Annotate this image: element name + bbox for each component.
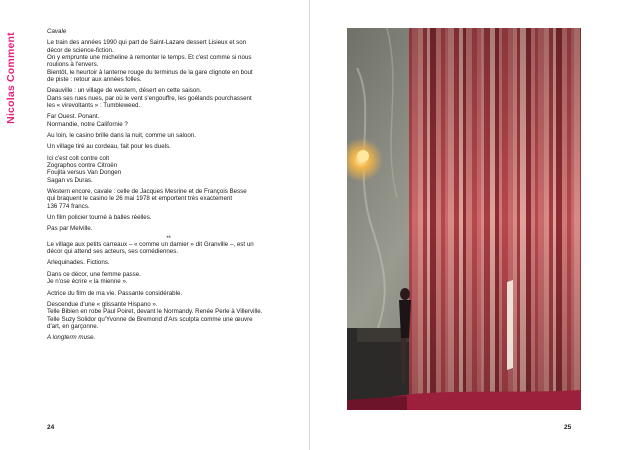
paragraph bbox=[47, 188, 297, 210]
left-page bbox=[0, 0, 309, 450]
text-line: Telle Bibien en robe Paul Poiret, devant le Normandy. Renée Perle à Villerville. bbox=[47, 308, 263, 316]
text-line: roulions à l'envers. bbox=[47, 61, 99, 69]
text-line: Ici c'est colt contre colt bbox=[47, 154, 110, 162]
text-line: Actrice du film de ma vie. Passante considérable. bbox=[47, 289, 183, 297]
author-name-vertical bbox=[4, 28, 18, 128]
text-line: les « virevoltants » : Tumbleweed. bbox=[47, 101, 141, 109]
text-line: On y emprunte une micheline à remonter le temps. Et c'est comme si nous bbox=[47, 53, 252, 61]
text-line: d'art, en garçonne. bbox=[47, 322, 99, 330]
curtain-photograph bbox=[347, 28, 581, 410]
paragraph bbox=[47, 214, 297, 221]
text-line: de piste : retour aux années folles. bbox=[47, 75, 142, 83]
text-line: Le village aux petits carreaux – « comme un damier » dit Granville –, est un bbox=[47, 240, 254, 248]
paragraph bbox=[47, 155, 297, 184]
text-line: Normandie, notre Californie ? bbox=[47, 120, 128, 128]
text-line: Au loin, le casino brille dans la nuit, comme un saloon. bbox=[47, 131, 196, 139]
paragraph bbox=[47, 301, 297, 330]
paragraph bbox=[47, 143, 297, 150]
text-line: Foujita versus Van Dongen bbox=[47, 169, 122, 177]
text-line: Far Ouest. Ponant. bbox=[47, 113, 100, 121]
author-name: Nicolas Comment bbox=[5, 32, 17, 124]
text-line: ** bbox=[166, 235, 171, 242]
text-line: qui braquent le casino le 26 mai 1978 et emportent très exactement bbox=[47, 195, 233, 203]
body-text bbox=[47, 28, 297, 346]
paragraph bbox=[47, 28, 297, 35]
text-line: Zographos contre Citroën bbox=[47, 162, 118, 170]
page-number-right: 25 bbox=[564, 424, 572, 431]
text-line: Je n'ose écrire « la mienne ». bbox=[47, 278, 128, 286]
text-line: A longterm muse. bbox=[47, 334, 96, 342]
paragraph bbox=[47, 259, 297, 266]
text-line: Un village tiré au cordeau, fait pour les duels. bbox=[47, 143, 171, 151]
photo-illustration bbox=[347, 28, 581, 410]
text-line: 136 774 francs. bbox=[47, 202, 90, 210]
text-line: Sagan vs Duras. bbox=[47, 176, 93, 184]
text-line: Deauville : un village de western, désert en cette saison. bbox=[47, 87, 202, 95]
text-line: Descendue d'une « glissante Hispano ». bbox=[47, 300, 158, 308]
paragraph bbox=[47, 225, 297, 232]
text-line: Le train des années 1990 qui part de Saint-Lazare dessert Lisieux et son bbox=[47, 39, 247, 47]
paragraph bbox=[47, 334, 297, 341]
paragraph bbox=[47, 87, 297, 109]
paragraph bbox=[47, 132, 297, 139]
text-line: Telle Suzy Solidor qu'Yvonne de Bremond d'Ars sculpta comme une œuvre bbox=[47, 315, 253, 323]
text-line: Dans ce décor, une femme passe. bbox=[47, 270, 141, 278]
text-line: Un film policier tourné à balles réelles. bbox=[47, 213, 152, 221]
text-line: Pas par Melville. bbox=[47, 225, 93, 233]
paragraph bbox=[47, 241, 297, 256]
paragraph bbox=[47, 271, 297, 286]
paragraph bbox=[47, 39, 297, 83]
paragraph bbox=[47, 290, 297, 297]
text-line: Arlequinades. Fictions. bbox=[47, 259, 110, 267]
text-line: décor de science-fiction. bbox=[47, 46, 114, 54]
text-line: Cavale bbox=[47, 28, 67, 35]
text-line: décor qui attend ses acteurs, ses comédiennes. bbox=[47, 248, 179, 256]
text-line: Bientôt, le heurtoir à lanterne rouge du terminus de la gare clignote en bout bbox=[47, 68, 253, 76]
text-line: Western encore, cavale : celle de Jacques Mesrine et de François Besse bbox=[47, 188, 247, 195]
paragraph bbox=[47, 113, 297, 128]
page-number-left: 24 bbox=[47, 424, 55, 431]
text-line: Dans ses rues nues, par où le vent s'engouffre, les goélands pourchassent bbox=[47, 94, 252, 102]
